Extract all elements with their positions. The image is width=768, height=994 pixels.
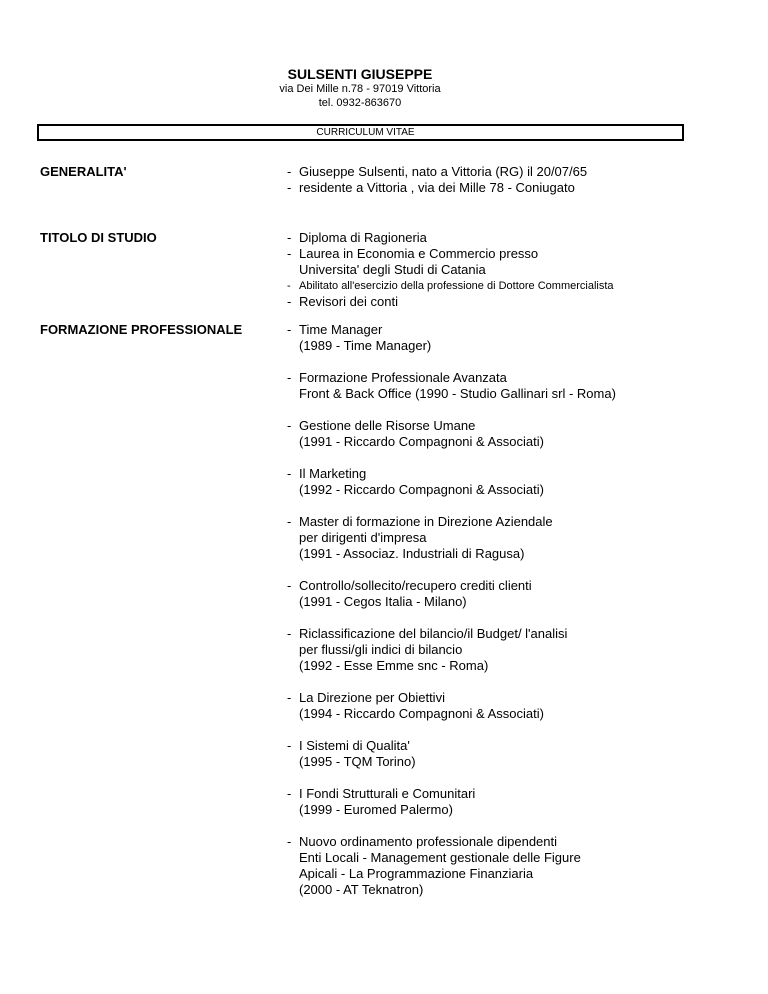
item-text: Nuovo ordinamento professionale dipendenti: [299, 834, 558, 849]
list-item: - residente a Vittoria , via dei Mille 78 - Coniugato: [287, 180, 575, 195]
list-item: - Il Marketing (1992 - Riccardo Compagnoni & Associati): [287, 466, 616, 498]
item-text: I Sistemi di Qualita': [299, 738, 410, 753]
list-item: - Master di formazione in Direzione Aziendale per dirigenti d'impresa (1991 - Associaz. Industriali di Ragusa): [287, 514, 616, 562]
item-text: Front & Back Office (1990 - Studio Gallinari srl - Roma): [299, 386, 616, 401]
item-text: per dirigenti d'impresa: [299, 530, 427, 545]
item-text: (1991 - Riccardo Compagnoni & Associati): [299, 434, 544, 449]
item-text: (1991 - Cegos Italia - Milano): [299, 594, 467, 609]
section-generalita: [287, 164, 587, 196]
item-text: Enti Locali - Management gestionale delle Figure: [299, 850, 581, 865]
list-item: - Laurea in Economia e Commercio presso Universita' degli Studi di Catania: [287, 246, 614, 278]
cv-header: [0, 66, 720, 110]
item-text: Universita' degli Studi di Catania: [299, 262, 486, 277]
list-item: - Abilitato all'esercizio della professione di Dottore Commercialista: [287, 280, 614, 292]
list-item: - Nuovo ordinamento professionale dipendenti Enti Locali - Management gestionale delle Figure Apicali - La Programmazione Finanziaria (2000 - AT Teknatron): [287, 834, 616, 898]
item-text: Abilitato all'esercizio della professione di Dottore Commercialista: [299, 280, 614, 292]
item-text: (1999 - Euromed Palermo): [299, 802, 453, 817]
item-text: Time Manager: [299, 322, 383, 337]
curriculum-title: CURRICULUM VITAE: [316, 127, 415, 138]
curriculum-title-box: [37, 124, 684, 141]
list-item: - Riclassificazione del bilancio/il Budget/ l'analisi per flussi/gli indici di bilancio (1992 - Esse Emme snc - Roma): [287, 626, 616, 674]
list-item: - Revisori dei conti: [287, 294, 398, 309]
item-text: (1991 - Associaz. Industriali di Ragusa): [299, 546, 525, 561]
list-item: - Controllo/sollecito/recupero crediti clienti (1991 - Cegos Italia - Milano): [287, 578, 616, 610]
item-text: Laurea in Economia e Commercio presso: [299, 246, 539, 261]
phone-line: tel. 0932-863670: [318, 97, 402, 109]
item-text: Gestione delle Risorse Umane: [299, 418, 476, 433]
list-item: - Giuseppe Sulsenti, nato a Vittoria (RG) il 20/07/65: [287, 164, 588, 179]
item-text: Master di formazione in Direzione Aziendale: [299, 514, 553, 529]
item-text: residente a Vittoria , via dei Mille 78 - Coniugato: [299, 180, 575, 195]
item-text: Diploma di Ragioneria: [299, 230, 427, 245]
address-line: via Dei Mille n.78 - 97019 Vittoria: [279, 83, 441, 95]
section-formazione: [287, 322, 616, 898]
item-text: Formazione Professionale Avanzata: [299, 370, 507, 385]
item-text: Riclassificazione del bilancio/il Budget/ l'analisi: [299, 626, 568, 641]
item-text: (1994 - Riccardo Compagnoni & Associati): [299, 706, 544, 721]
item-text: (2000 - AT Teknatron): [299, 882, 424, 897]
section-label-formazione: FORMAZIONE PROFESSIONALE: [40, 322, 243, 337]
section-label-titolo: TITOLO DI STUDIO: [40, 230, 157, 245]
list-item: - Time Manager (1989 - Time Manager): [287, 322, 616, 354]
item-text: La Direzione per Obiettivi: [299, 690, 445, 705]
list-item: - Formazione Professionale Avanzata Front & Back Office (1990 - Studio Gallinari srl - Roma): [287, 370, 616, 401]
item-text: Apicali - La Programmazione Finanziaria: [299, 866, 534, 881]
list-item: - I Sistemi di Qualita' (1995 - TQM Torino): [287, 738, 616, 770]
section-titolo: [287, 230, 614, 310]
list-item: - La Direzione per Obiettivi (1994 - Riccardo Compagnoni & Associati): [287, 690, 616, 722]
item-text: (1992 - Riccardo Compagnoni & Associati): [299, 482, 544, 497]
item-text: (1989 - Time Manager): [299, 338, 432, 353]
item-text: Giuseppe Sulsenti, nato a Vittoria (RG) il 20/07/65: [299, 164, 588, 179]
list-item: - Diploma di Ragioneria: [287, 230, 427, 245]
item-text: Il Marketing: [299, 466, 367, 481]
item-text: (1992 - Esse Emme snc - Roma): [299, 658, 489, 673]
list-item: - Gestione delle Risorse Umane (1991 - Riccardo Compagnoni & Associati): [287, 418, 616, 450]
item-text: Revisori dei conti: [299, 294, 398, 309]
item-text: per flussi/gli indici di bilancio: [299, 642, 463, 657]
person-name: SULSENTI GIUSEPPE: [287, 66, 433, 82]
list-item: - I Fondi Strutturali e Comunitari (1999 - Euromed Palermo): [287, 786, 616, 818]
section-label-generalita: GENERALITA': [40, 164, 127, 179]
item-text: I Fondi Strutturali e Comunitari: [299, 786, 476, 801]
item-text: (1995 - TQM Torino): [299, 754, 416, 769]
item-text: Controllo/sollecito/recupero crediti clienti: [299, 578, 532, 593]
